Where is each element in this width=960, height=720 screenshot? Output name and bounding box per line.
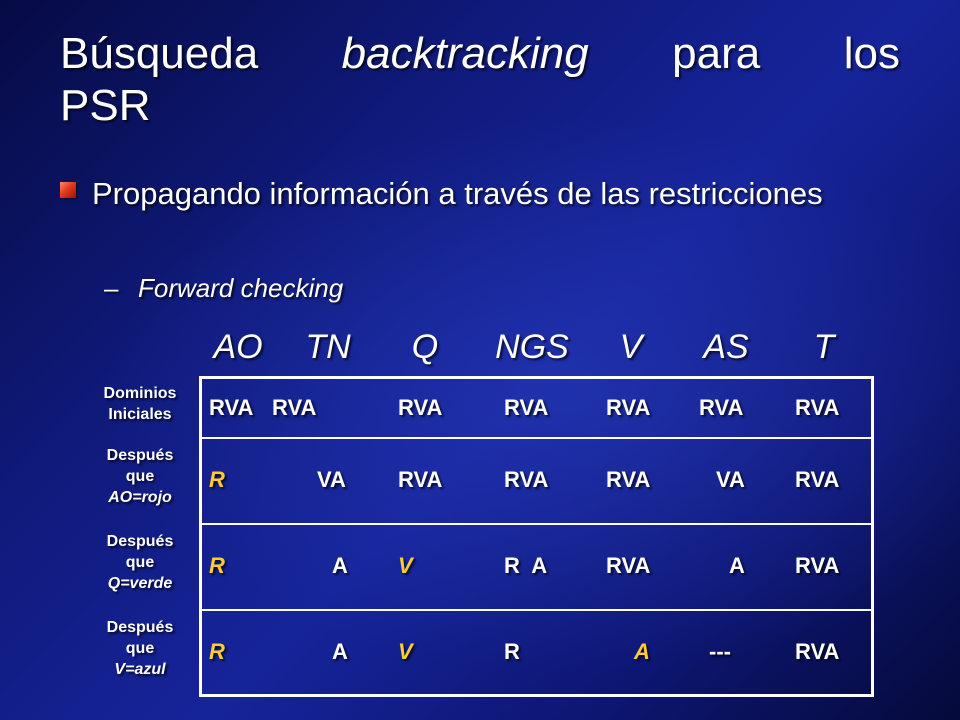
table-cell: RVA [398, 395, 443, 420]
table-cell: V [398, 553, 413, 578]
table-cell: R A [504, 553, 548, 578]
table-cell: R [209, 553, 225, 578]
row-label-line: Después [106, 447, 174, 464]
table-cell: VA [317, 467, 346, 492]
title-word: Búsqueda [60, 29, 259, 78]
row-label-line: Después [106, 619, 174, 636]
row-label-line: V=azul [114, 661, 166, 678]
table-cell: R [504, 639, 520, 664]
table-cell: RVA [795, 639, 840, 664]
table-cell: A [634, 639, 650, 664]
title-word: para [672, 29, 761, 78]
row-label [84, 383, 196, 425]
row-label-line: Iniciales [108, 406, 172, 423]
row-label-line: que [125, 554, 155, 571]
column-header-tn: TN [305, 328, 351, 366]
column-header-ngs: NGS [495, 328, 569, 366]
table-cell: RVA [606, 395, 651, 420]
table-row-divider [199, 609, 874, 611]
column-header-as: AS [703, 328, 749, 366]
table-cell: RVA [699, 395, 744, 420]
table-cell: V [398, 639, 413, 664]
table-cell: R [209, 639, 225, 664]
column-header-t: T [813, 328, 835, 366]
table-cell: --- [709, 639, 731, 664]
table-cell: A [332, 639, 348, 664]
table-cell: A [729, 553, 745, 578]
column-header-ao: AO [213, 328, 263, 366]
table-cell: RVA [795, 395, 840, 420]
row-label-line: AO=rojo [108, 489, 172, 506]
row-label [84, 531, 196, 594]
title-word: los [843, 29, 900, 78]
row-label-line: que [125, 640, 155, 657]
table-cell: RVA [606, 553, 651, 578]
bullet-text: Propagando información a través de las restricciones [92, 176, 823, 211]
domain-table [199, 376, 874, 697]
table-cell: RVA [209, 395, 254, 420]
table-cell: RVA [504, 395, 549, 420]
row-label-line: Dominios [103, 385, 177, 402]
column-header-v: V [619, 328, 643, 366]
row-label-line: que [125, 468, 155, 485]
table-row-divider [199, 437, 874, 439]
table-cell: RVA [606, 467, 651, 492]
slide-title [60, 28, 900, 132]
table-cell: RVA [795, 467, 840, 492]
sub-bullet-dash: – [104, 273, 119, 303]
table-cell: RVA [504, 467, 549, 492]
table-cell: A [332, 553, 348, 578]
table-cell: VA [716, 467, 745, 492]
bullet-square-icon [60, 182, 76, 198]
sub-bullet-text: Forward checking [138, 273, 344, 303]
title-line-2: PSR [60, 81, 151, 130]
table-cell: RVA [398, 467, 443, 492]
table-cell: R [209, 467, 225, 492]
table-cell: RVA [795, 553, 840, 578]
column-header-q: Q [411, 328, 439, 366]
table-row-divider [199, 523, 874, 525]
row-label-line: Después [106, 533, 174, 550]
row-label [84, 617, 196, 680]
title-word: backtracking [341, 29, 589, 78]
table-cell: RVA [272, 395, 317, 420]
row-label [84, 445, 196, 508]
row-label-line: Q=verde [107, 575, 173, 592]
